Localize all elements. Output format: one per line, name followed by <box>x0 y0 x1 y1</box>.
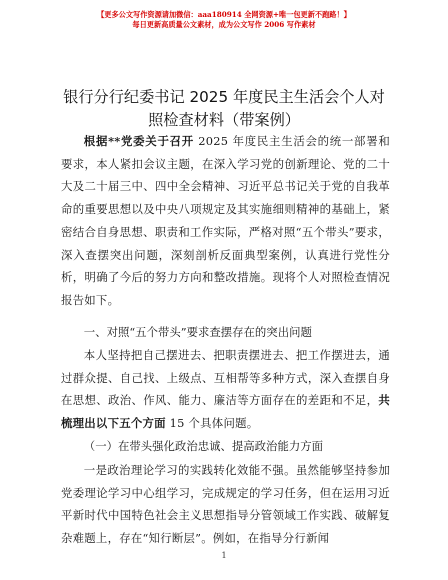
document-title <box>62 86 386 132</box>
section-one-bold: 共梳理出以下五个方面 <box>61 393 390 431</box>
intro-text: 2025 年度民主生活会的统一部署和要求，本人紧扣会议主题，在深入学习党的创新理论、党的二十大及二十届三中、四中全会精神、习近平总书记关于党的自我革命的重要思想以及中央八项规定及其实施细则精神的基础上，紧密结合自身思想、职责和工作实际，严格对照“五个带头”要求，深入查摆突出问题，深刻剖析反面典型案例，认真进行党性分析，明确了今后的努力方向和整改措施。现将个人对照检查情况报告如下。 <box>61 134 390 307</box>
intro-lead: 根据**党委关于召开 <box>83 134 194 148</box>
document-body <box>61 130 390 312</box>
section-heading-one: 一、对照“五个带头”要求查摆存在的突出问题 <box>83 325 312 339</box>
intro-paragraph <box>61 130 390 312</box>
section-one <box>61 321 390 344</box>
subsection-one-body <box>61 459 390 550</box>
document-title-line-1: 银行分行纪委书记 2025 年度民主生活会个人对 <box>63 88 385 106</box>
section-one-body <box>61 344 390 435</box>
promo-banner-line-1: 【更多公文写作资源请加微信：aaa180914 全网资源+唯一包更新不跑路！】 <box>97 10 351 19</box>
section-one-tail: 15 个具体问题。 <box>165 416 259 431</box>
promo-banner-line-2: 每日更新高质量公文素材，成为公文写作 2006 写作素材 <box>132 20 316 29</box>
subsection-one <box>61 435 390 458</box>
promo-banner <box>0 10 448 30</box>
subsection-one-paragraph: 一是政治理论学习的实践转化效能不强。虽然能够坚持参加党委理论学习中心组学习，完成规定的学习任务，但在运用习近平新时代中国特色社会主义思想指导分管领域工作实践、破解复杂难题上，存在“知行断层”。例如，在指导分行新闻 <box>61 463 390 546</box>
subsection-heading-one: （一）在带头强化政治忠诚、提高政治能力方面 <box>83 439 324 453</box>
document-title-line-2: 照检查材料（带案例） <box>148 111 300 129</box>
section-one-text: 本人坚持把自己摆进去、把职责摆进去、把工作摆进去，通过群众提、自己找、上级点、互相帮等多种方式，深入查摆自身在思想、政治、作风、能力、廉洁等方面存在的差距和不足， <box>61 348 390 408</box>
page-number: 1 <box>221 551 227 560</box>
section-one-paragraph <box>61 344 390 435</box>
